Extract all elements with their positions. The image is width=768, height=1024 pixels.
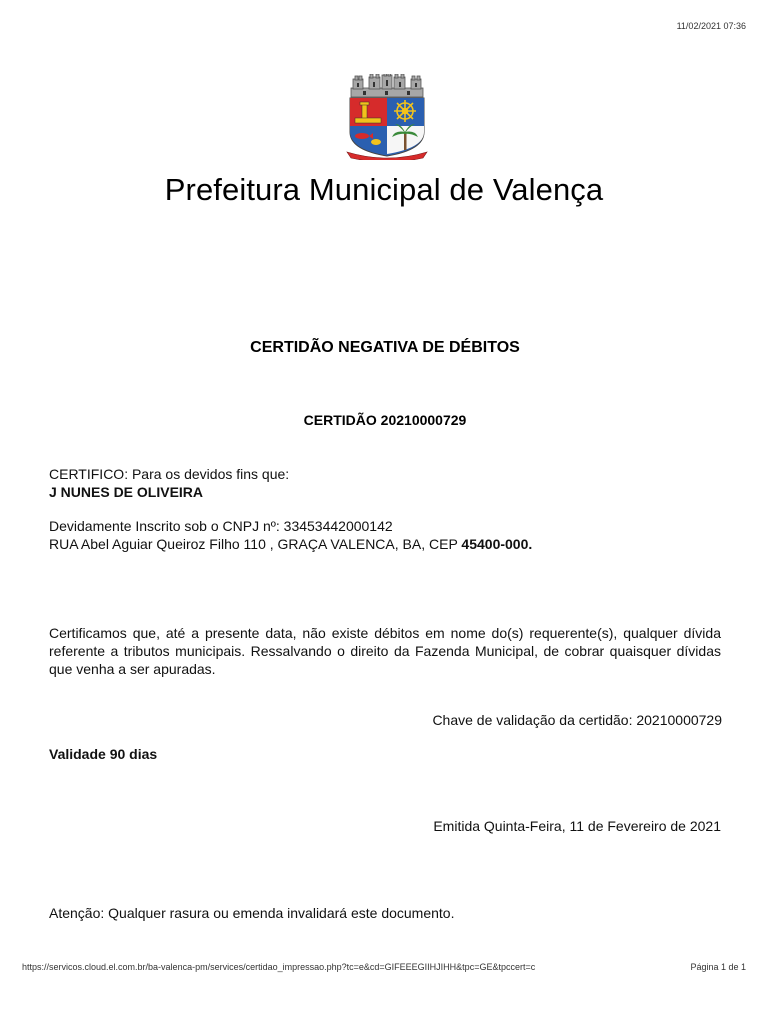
coat-of-arms-image [343, 74, 431, 160]
certifico-text: CERTIFICO: Para os devidos fins que: [49, 466, 290, 482]
document-title: CERTIDÃO NEGATIVA DE DÉBITOS [250, 339, 520, 356]
warning-text: Atenção: Qualquer rasura ou emenda invalidará este documento. [49, 905, 455, 921]
issue-date: Emitida Quinta-Feira, 11 de Fevereiro de 2021 [433, 818, 721, 834]
holder-name: J NUNES DE OLIVEIRA [49, 484, 204, 500]
cep-value: 45400-000. [461, 536, 533, 552]
address-line [49, 535, 532, 553]
certification-statement: Certificamos que, até a presente data, não existe débitos em nome do(s) requerente(s), qualquer dívida referente a tributos municipais. Ressalvando o direito da Fazenda Municipal, de cobrar quaisquer dívidas que venha a ser apuradas. [49, 625, 721, 677]
ship-wheel [394, 100, 416, 122]
org-title: Prefeitura Municipal de Valença [164, 172, 604, 207]
certificate-number: CERTIDÃO 20210000729 [303, 412, 467, 428]
print-datetime: 11/02/2021 07:36 [676, 21, 746, 31]
page-number: Página 1 de 1 [690, 962, 746, 972]
cnpj-line: Devidamente Inscrito sob o CNPJ nº: 33453442000142 [49, 518, 393, 534]
footer-url: https://servicos.cloud.el.com.br/ba-valenca-pm/services/certidao_impressao.php?tc=e&cd=GIFEEEGIIHJIHH&tpc=GE&tpccert=c [22, 962, 536, 972]
address-text: RUA Abel Aguiar Queiroz Filho 110 , GRAÇA VALENCA, BA, CEP [49, 536, 462, 552]
validation-key: Chave de validação da certidão: 20210000729 [432, 712, 722, 728]
validity-period: Validade 90 dias [49, 746, 158, 762]
